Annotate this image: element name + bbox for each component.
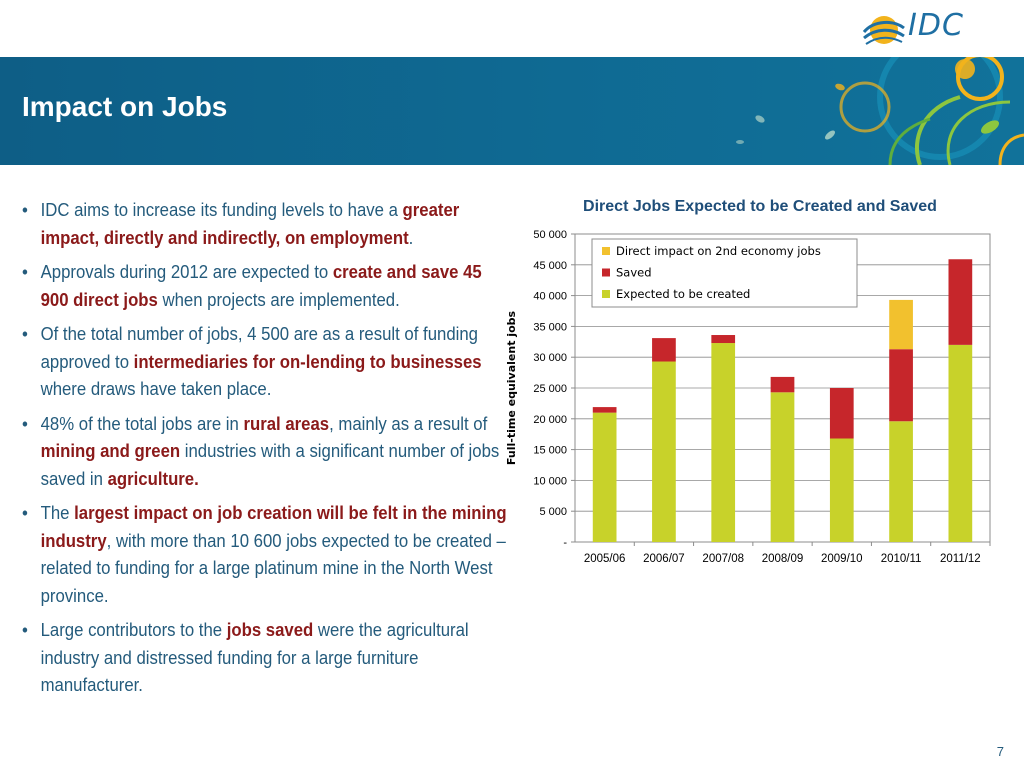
bullet-dot: • (22, 620, 28, 640)
bar-segment (652, 338, 676, 361)
bullet-item (22, 411, 510, 494)
bullet-text: . (408, 227, 414, 248)
bar-segment (830, 388, 854, 439)
bar-segment (949, 345, 973, 542)
legend-label: Direct impact on 2nd economy jobs (616, 244, 821, 258)
bullet-item (22, 259, 510, 314)
decorative-foliage-icon (690, 57, 1024, 165)
bar-segment (711, 335, 735, 343)
bullet-dot: • (22, 413, 28, 434)
x-tick-label: 2006/07 (643, 553, 685, 565)
bullet-text: IDC aims to increase its funding levels to have a (40, 200, 403, 220)
bar-segment (949, 259, 973, 345)
y-tick-label: 45 000 (533, 259, 567, 272)
bullet-text: , mainly as a result of (329, 413, 488, 434)
bullet-text: Of the total number of jobs, 4 500 are as a result of funding approved to (40, 324, 478, 372)
page-title: Impact on Jobs (22, 91, 228, 122)
y-tick-label: 25 000 (533, 383, 567, 395)
bullet-list (22, 197, 507, 707)
idc-swirl-icon (862, 10, 906, 50)
bullet-item (22, 500, 510, 610)
bar-segment (711, 343, 735, 542)
y-tick-label: 30 000 (533, 352, 567, 365)
y-axis-label: Full-time equivalent jobs (505, 310, 518, 466)
legend-label: Saved (616, 265, 652, 280)
x-tick-label: 2008/09 (761, 553, 804, 565)
bullet-highlight-text: create and save 45 900 direct jobs (40, 262, 482, 310)
y-tick-label: 20 000 (533, 413, 567, 426)
legend-swatch (602, 290, 610, 298)
bullet-highlight-text: intermediaries for on-lending to businesses (133, 351, 482, 372)
bar-segment (652, 362, 676, 542)
bullet-highlight-text: agriculture. (107, 468, 199, 489)
bullet-item (22, 197, 510, 252)
bullet-highlight-text: jobs saved (226, 620, 314, 640)
logo-text: IDC (908, 8, 964, 43)
bar-segment (889, 421, 913, 542)
bullet-highlight-text: mining and green (40, 441, 181, 461)
bullet-dot: • (22, 262, 28, 282)
legend-label: Expected to be created (616, 287, 751, 301)
bullet-text: The (40, 503, 75, 523)
bullet-highlight-text: greater impact, directly and indirectly, on employment (40, 200, 460, 248)
y-tick-label: 5 000 (539, 506, 567, 519)
legend-swatch (602, 247, 610, 255)
x-tick-label: 2007/08 (702, 553, 745, 565)
idc-logo (862, 10, 992, 50)
y-tick-label: - (563, 537, 567, 549)
bullet-dot: • (22, 503, 28, 523)
y-tick-label: 50 000 (533, 229, 567, 241)
bar-segment (593, 407, 617, 413)
bullet-text: 48% of the total jobs are in (40, 413, 244, 434)
header-banner (0, 57, 1024, 165)
bar-segment (889, 300, 913, 349)
bullet-text: Approvals during 2012 are expected to (40, 262, 333, 282)
y-tick-label: 10 000 (533, 475, 567, 488)
bullet-item (22, 617, 510, 700)
bullet-highlight-text: rural areas (243, 413, 330, 434)
x-tick-label: 2009/10 (820, 553, 863, 565)
bullet-dot: • (22, 200, 28, 220)
stacked-bar-chart (500, 222, 1000, 577)
x-tick-label: 2010/11 (880, 553, 922, 565)
y-tick-label: 40 000 (533, 290, 567, 303)
bullet-text: , with more than 10 600 jobs expected to be created – related to funding for a large platinum mine in the North West province. (40, 530, 506, 606)
x-tick-label: 2005/06 (583, 553, 626, 565)
bullet-highlight-text: largest impact on job creation will be felt in the mining industry (40, 503, 507, 551)
bar-segment (771, 377, 795, 392)
bar-segment (593, 413, 617, 542)
page-number: 7 (996, 744, 1004, 759)
y-tick-label: 15 000 (533, 444, 567, 457)
bullet-dot: • (22, 324, 28, 344)
chart-title: Direct Jobs Expected to be Created and Saved (583, 198, 937, 215)
bullet-text: industries with a significant number of jobs saved in (40, 441, 500, 489)
bullet-item (22, 321, 510, 404)
legend-swatch (602, 269, 610, 277)
bullet-text: when projects are implemented. (157, 289, 400, 310)
y-tick-label: 35 000 (533, 321, 567, 334)
bar-segment (830, 439, 854, 542)
x-tick-label: 2011/12 (939, 553, 981, 565)
bar-segment (889, 349, 913, 421)
bullet-text: where draws have taken place. (40, 379, 272, 399)
bullet-text: were the agricultural industry and distressed funding for a large furniture manufacturer. (40, 620, 469, 695)
bullet-text: Large contributors to the (40, 620, 227, 640)
bar-segment (771, 392, 795, 542)
